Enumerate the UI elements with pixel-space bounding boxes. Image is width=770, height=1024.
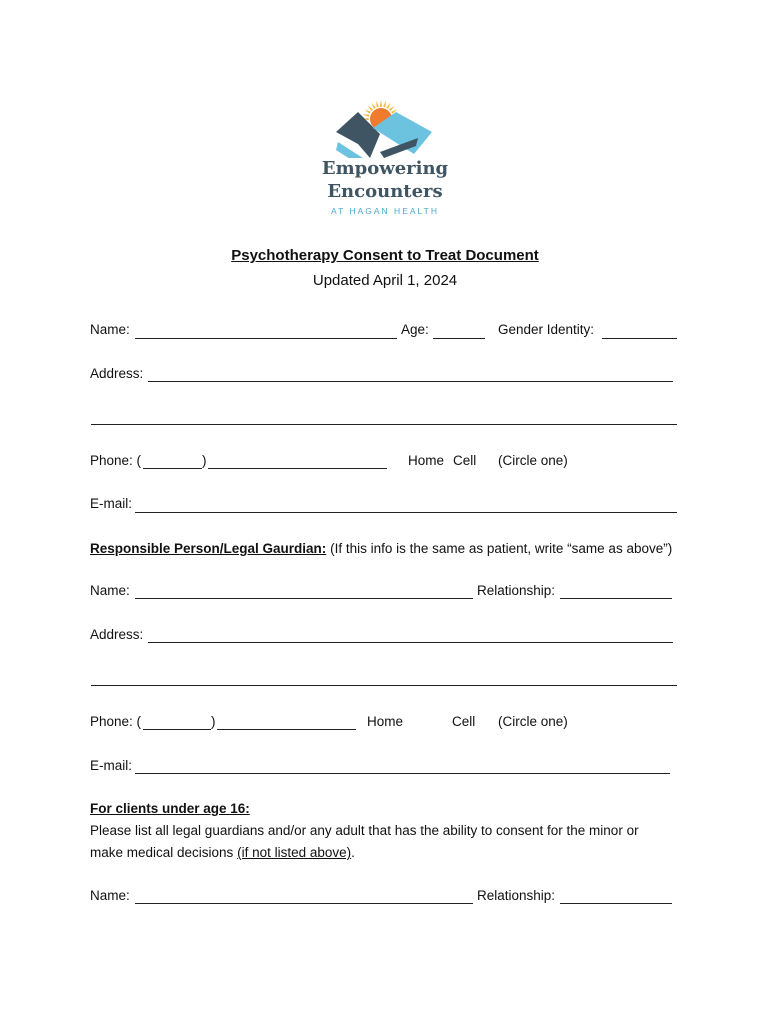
gender-identity-label: Gender Identity: (498, 322, 595, 337)
name-label: Name: (90, 322, 130, 337)
guardian-relationship-field[interactable] (560, 598, 672, 599)
sun-ray (372, 103, 376, 109)
age-field[interactable] (433, 338, 485, 339)
updated-date: Updated April 1, 2024 (312, 272, 458, 289)
sun-mountain-book-icon (318, 94, 452, 158)
email-field[interactable] (135, 512, 677, 513)
guardian-section (90, 541, 672, 556)
phone-home-option[interactable]: Home (408, 453, 445, 468)
address-field-line1[interactable] (148, 381, 673, 382)
phone-label: Phone: ( (90, 453, 142, 468)
sun-ray (389, 106, 394, 111)
guardian-phone-number-field[interactable] (217, 729, 356, 730)
guardian-note: (If this info is the same as patient, write “same as above”) (330, 541, 673, 556)
minors-instructions-underlined: (if not listed above) (237, 845, 352, 860)
phone-cell-option[interactable]: Cell (453, 453, 477, 468)
minors-heading: For clients under age 16: (90, 801, 250, 816)
phone-number-field[interactable] (208, 468, 387, 469)
minor-guardian-relationship-label: Relationship: (477, 888, 556, 903)
guardian-phone-area-code-field[interactable] (143, 729, 211, 730)
guardian-phone-cell-option[interactable]: Cell (452, 714, 476, 729)
sun-ray (363, 114, 370, 117)
guardian-address-field-line2[interactable] (91, 685, 677, 686)
guardian-address-field-line1[interactable] (148, 642, 673, 643)
guardian-heading: Responsible Person/Legal Gaurdian: (90, 541, 327, 556)
minors-instructions-line2 (90, 845, 355, 860)
phone-area-code-field[interactable] (143, 468, 202, 469)
minor-guardian-name-label: Name: (90, 888, 130, 903)
address-label: Address: (90, 366, 144, 381)
sun-ray (365, 110, 371, 114)
guardian-phone-paren: ) (211, 714, 216, 729)
guardian-phone-home-option[interactable]: Home (367, 714, 404, 729)
sun-ray (383, 101, 386, 108)
guardian-email-field[interactable] (135, 773, 670, 774)
address-field-line2[interactable] (91, 424, 677, 425)
minors-instructions-period: . (351, 845, 355, 860)
guardian-phone-label: Phone: ( (90, 714, 142, 729)
phone-paren: ) (202, 453, 207, 468)
empowering-encounters-logo (318, 94, 452, 224)
minors-instructions-line1: Please list all legal guardians and/or any adult that has the ability to consent for the minor or (90, 823, 639, 838)
logo-text-line1: Empowering (321, 158, 449, 179)
logo-text-line2: Encounters (327, 181, 443, 202)
guardian-circle-one-note: (Circle one) (498, 714, 568, 729)
logo-text-line3: AT HAGAN HEALTH (331, 206, 439, 216)
sun-ray (386, 103, 390, 109)
document-title: Psychotherapy Consent to Treat Document (231, 247, 539, 264)
guardian-relationship-label: Relationship: (477, 583, 556, 598)
age-label: Age: (401, 322, 429, 337)
guardian-name-field[interactable] (135, 598, 473, 599)
sun-ray (380, 100, 382, 107)
email-label: E-mail: (90, 496, 133, 511)
name-field[interactable] (135, 338, 397, 339)
sun-ray (368, 106, 373, 111)
minor-guardian-relationship-field[interactable] (560, 903, 672, 904)
minors-instructions-text: make medical decisions (90, 845, 234, 860)
gender-identity-field[interactable] (602, 338, 677, 339)
guardian-email-label: E-mail: (90, 758, 133, 773)
minor-guardian-name-field[interactable] (135, 903, 473, 904)
circle-one-note: (Circle one) (498, 453, 568, 468)
guardian-name-label: Name: (90, 583, 130, 598)
sun-ray (376, 101, 379, 108)
guardian-address-label: Address: (90, 627, 144, 642)
